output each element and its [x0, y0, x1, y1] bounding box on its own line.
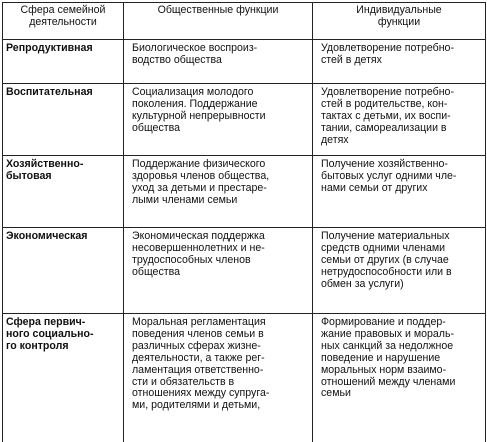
individual-function-cell — [313, 84, 486, 156]
cell-line: общества — [132, 121, 180, 134]
cell-line: нами семьи от других — [321, 181, 428, 194]
cell-line: стей в родительстве, кон- — [321, 97, 448, 110]
table-row — [3, 314, 486, 442]
social-function-cell — [124, 228, 313, 314]
cell-line: нетрудоспособности или в — [321, 265, 452, 278]
cell-line: Воспитательная — [6, 86, 93, 98]
cell-line: бытовых услуг одними чле- — [321, 169, 457, 182]
header-individual-functions — [313, 3, 486, 40]
sphere-cell — [3, 40, 124, 84]
cell-line: ных санкций за недолжное — [321, 339, 454, 352]
cell-line: здоровья членов общества, — [132, 169, 270, 182]
cell-line: Получение материальных — [321, 230, 450, 242]
cell-line: несовершеннолетних и не- — [132, 241, 265, 254]
social-function-cell — [124, 84, 313, 156]
table-row — [3, 84, 486, 156]
cell-line: культурной непрерывности — [132, 109, 266, 122]
cell-line: сти и обязательств в — [132, 375, 235, 388]
cell-line: Поддержание физического — [132, 158, 266, 170]
cell-line: Биологическое воспроиз- — [132, 42, 258, 54]
cell-line: тании, самореализации в — [321, 121, 447, 134]
cell-line: уход за детьми и престаре- — [132, 181, 267, 194]
cell-line: детях — [321, 133, 349, 146]
individual-function-cell — [313, 40, 486, 84]
cell-line: отношениях между супруга- — [132, 387, 270, 400]
cell-line: Моральная регламентация — [132, 316, 266, 328]
cell-line: ми, родителями и детьми, — [132, 399, 261, 412]
cell-line: Получение хозяйственно- — [321, 158, 448, 170]
cell-line: общества — [132, 265, 180, 278]
individual-function-cell — [313, 314, 486, 442]
header-line: деятельности — [29, 15, 97, 28]
cell-line: ного социально- — [6, 327, 94, 340]
cell-line: Репродуктивная — [6, 42, 93, 54]
cell-line: поведение и нарушение — [321, 351, 441, 364]
family-functions-table — [2, 2, 486, 442]
cell-line: Экономическая поддержка — [132, 230, 265, 242]
cell-line: тактах с детьми, их воспи- — [321, 109, 451, 122]
cell-line: отношений между членами — [321, 375, 456, 388]
header-line: Индивидуальные — [356, 4, 442, 16]
header-line: функции — [377, 15, 421, 28]
cell-line: го контроля — [6, 339, 69, 352]
cell-line: Хозяйственно- — [6, 158, 84, 170]
cell-line: различных сферах жизне- — [132, 339, 261, 352]
social-function-cell — [124, 156, 313, 228]
cell-line: Удовлетворение потребно- — [321, 42, 454, 54]
table-row — [3, 40, 486, 84]
table-row — [3, 228, 486, 314]
table-row — [3, 156, 486, 228]
cell-line: поколения. Поддержание — [132, 97, 258, 110]
cell-line: семьи от других (в случае — [321, 253, 449, 266]
table-header-row — [3, 3, 486, 40]
cell-line: деятельности, а также рег- — [132, 351, 265, 364]
cell-line: Формирование и поддер- — [321, 316, 446, 328]
cell-line: средств одними членами — [321, 241, 446, 254]
cell-line: моральных норм взаимо- — [321, 363, 447, 376]
cell-line: Сфера первич- — [6, 316, 86, 328]
header-sphere — [3, 3, 124, 40]
social-function-cell — [124, 40, 313, 84]
sphere-cell — [3, 228, 124, 314]
cell-line: трудоспособных членов — [132, 253, 251, 266]
sphere-cell — [3, 314, 124, 442]
cell-line: поведения членов семьи в — [132, 327, 264, 340]
individual-function-cell — [313, 228, 486, 314]
sphere-cell — [3, 156, 124, 228]
header-line: Общественные функции — [157, 4, 279, 16]
cell-line: ламентация ответственно- — [132, 363, 264, 376]
cell-line: семьи — [321, 387, 351, 400]
cell-line: бытовая — [6, 169, 52, 182]
social-function-cell — [124, 314, 313, 442]
cell-line: Удовлетворение потребно- — [321, 86, 454, 98]
cell-line: Экономическая — [6, 230, 88, 242]
individual-function-cell — [313, 156, 486, 228]
cell-line: стей в детях — [321, 53, 382, 66]
cell-line: Социализация молодого — [132, 86, 254, 98]
cell-line: жание правовых и мораль- — [321, 327, 455, 340]
cell-line: водство общества — [132, 53, 222, 66]
cell-line: обмен за услуги) — [321, 277, 404, 290]
header-social-functions — [124, 3, 313, 40]
cell-line: лыми членами семьи — [132, 193, 238, 206]
sphere-cell — [3, 84, 124, 156]
header-line: Сфера семейной — [20, 4, 106, 16]
